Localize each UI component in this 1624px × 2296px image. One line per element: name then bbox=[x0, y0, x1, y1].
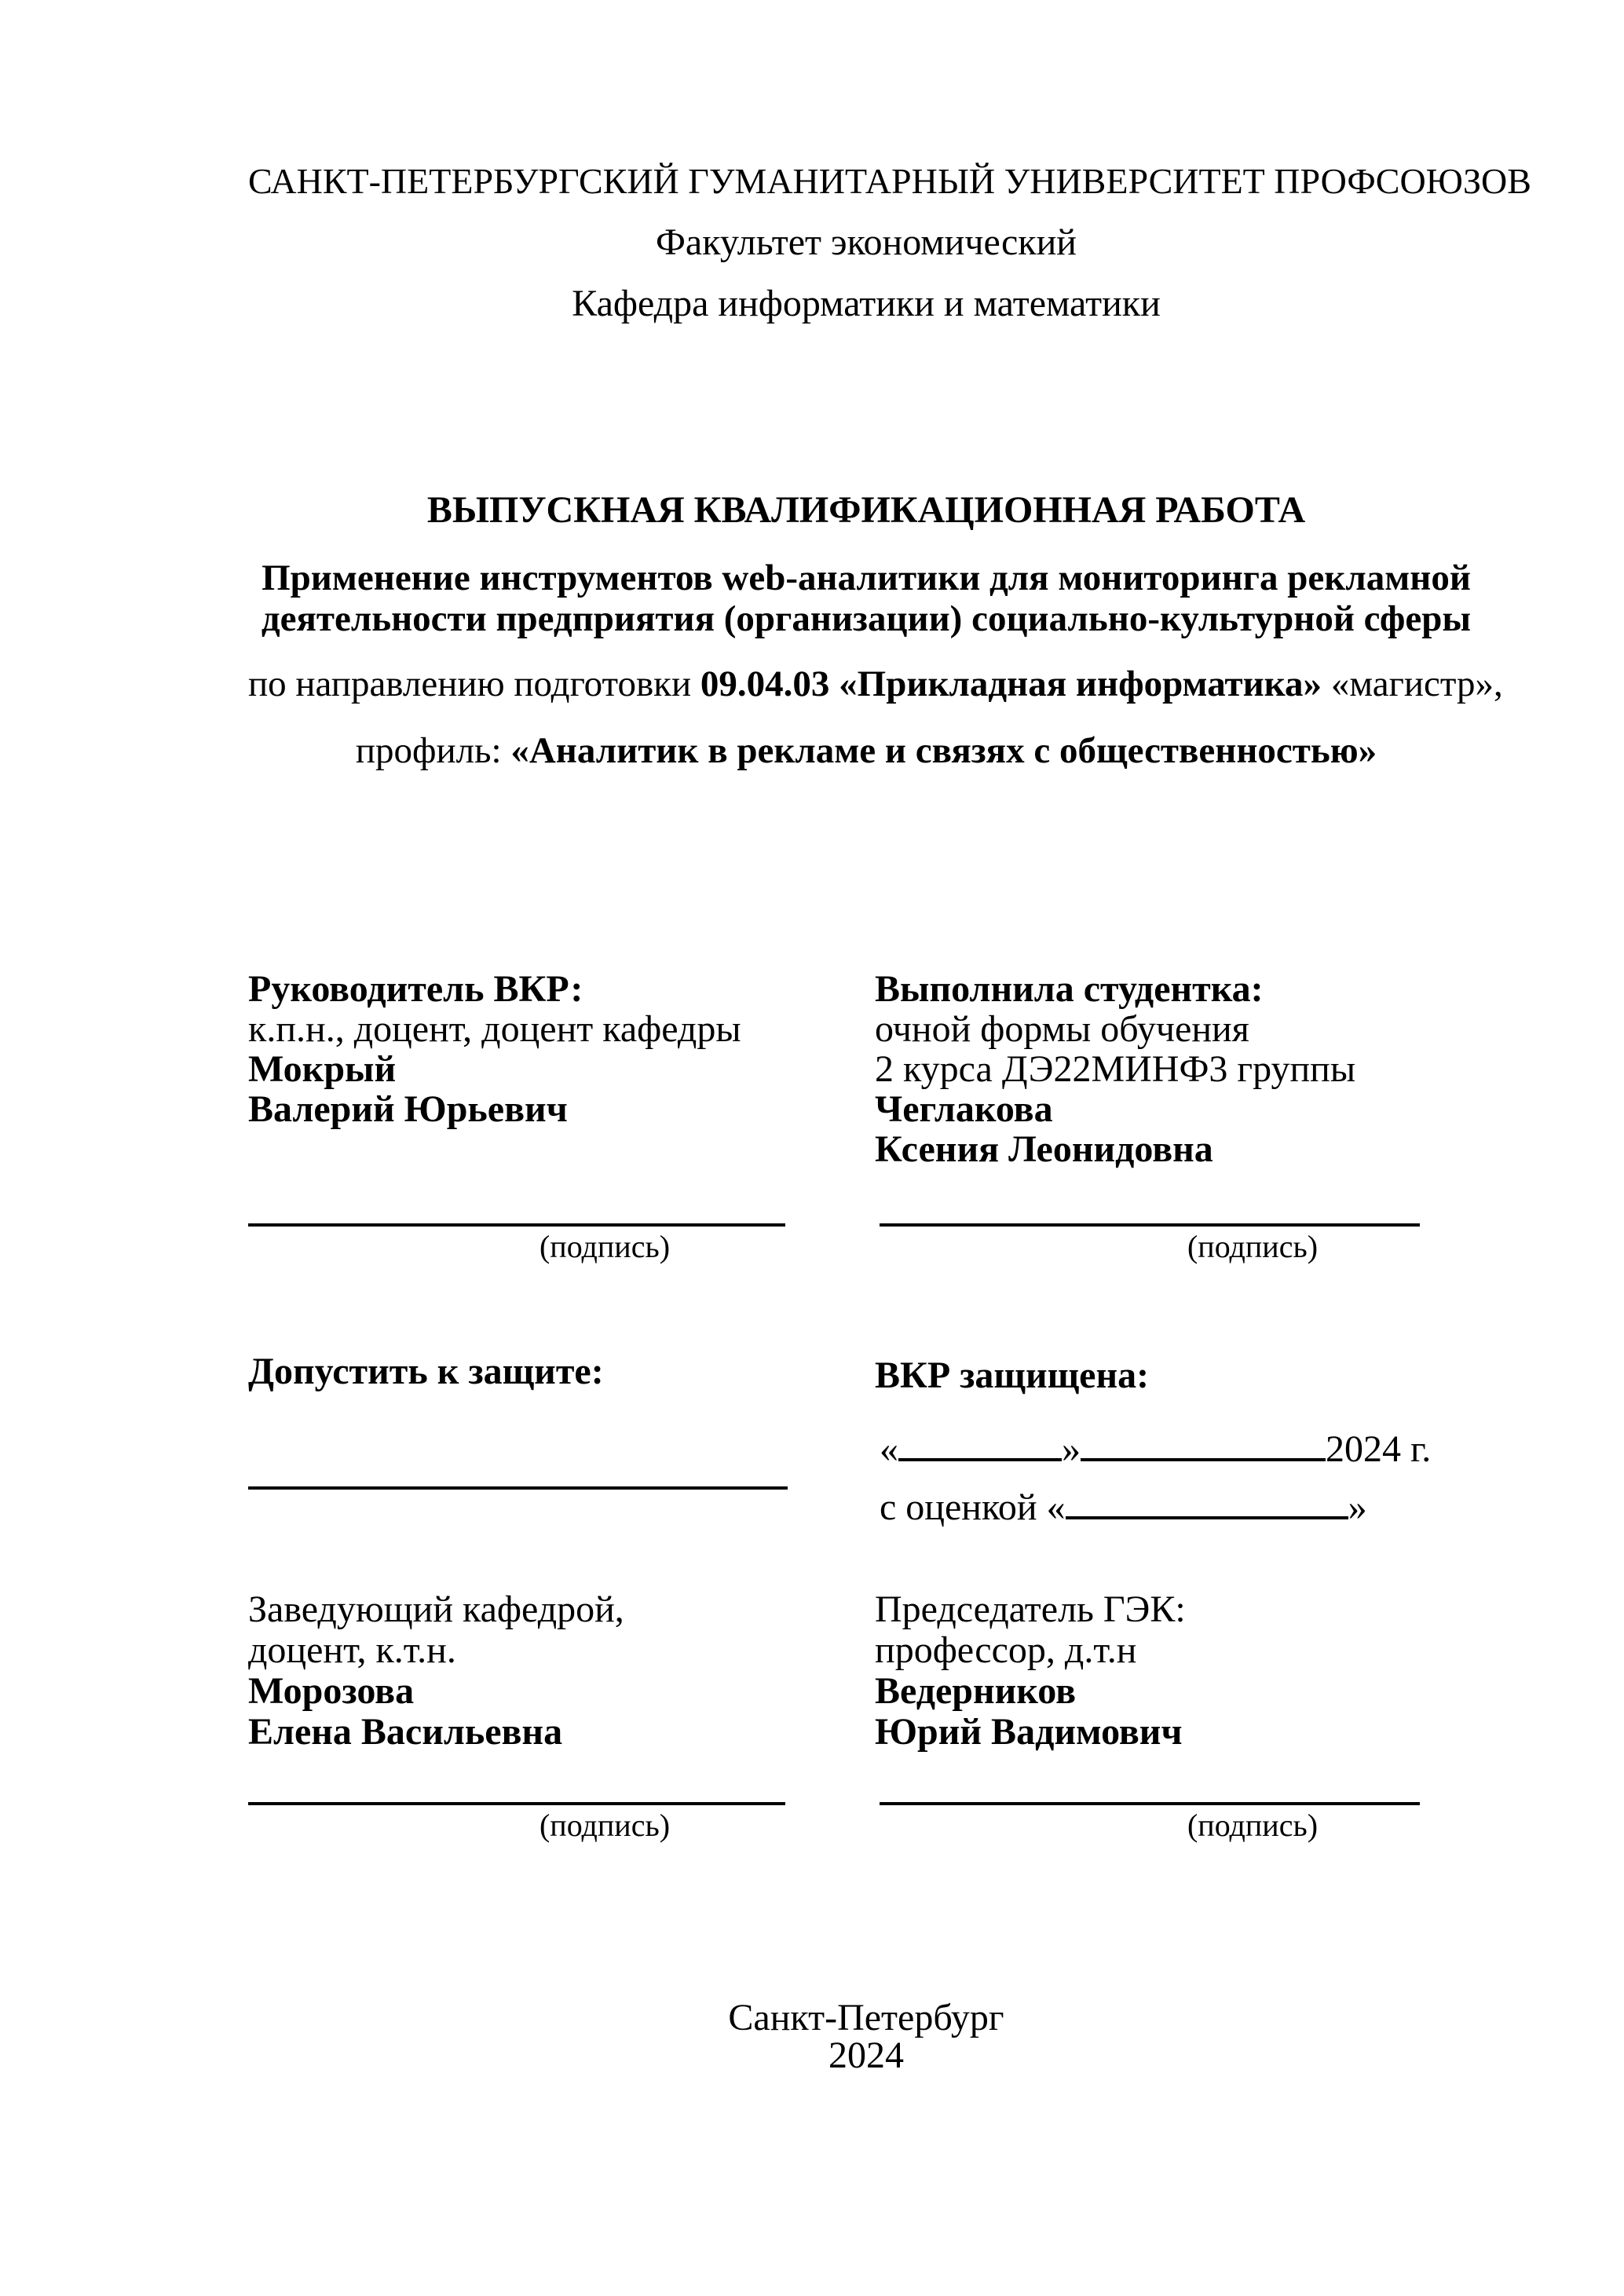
student-name: Ксения Леонидовна bbox=[875, 1128, 1213, 1170]
chair-signature-caption: (подпись) bbox=[1187, 1808, 1319, 1843]
student-study-form: очной формы обучения bbox=[875, 1008, 1249, 1050]
student-block bbox=[875, 969, 1355, 1169]
defense-label: ВКР защищена: bbox=[875, 1355, 1150, 1396]
profile-line bbox=[248, 730, 1484, 771]
supervisor-block bbox=[248, 969, 741, 1129]
direction-code-bold: 09.04.03 «Прикладная информатика» bbox=[700, 664, 1322, 704]
university-name: САНКТ-ПЕТЕРБУРГСКИЙ ГУМАНИТАРНЫЙ УНИВЕРСИТЕТ ПРОФСОЮЗОВ bbox=[248, 161, 1531, 201]
footer-year: 2024 bbox=[828, 2035, 904, 2076]
date-year: 2024 г. bbox=[1326, 1428, 1432, 1470]
head-position-line-2: доцент, к.т.н. bbox=[248, 1629, 456, 1671]
student-signature-line bbox=[880, 1223, 1420, 1227]
direction-suffix: «магистр», bbox=[1322, 664, 1503, 704]
chair-label: Председатель ГЭК: bbox=[875, 1589, 1186, 1630]
admission-blank-line bbox=[248, 1486, 788, 1490]
supervisor-position: к.п.н., доцент, доцент кафедры bbox=[248, 1008, 741, 1050]
chair-name: Юрий Вадимович bbox=[875, 1711, 1183, 1753]
chair-signature-line bbox=[880, 1802, 1420, 1805]
chair-position: профессор, д.т.н bbox=[875, 1629, 1137, 1671]
grade-open-quote: « bbox=[1046, 1486, 1066, 1528]
supervisor-signature-line bbox=[248, 1223, 785, 1227]
student-signature-caption: (подпись) bbox=[1187, 1229, 1319, 1264]
direction-prefix: по направлению подготовки bbox=[248, 664, 700, 704]
head-name: Елена Васильевна bbox=[248, 1711, 563, 1753]
faculty-name: Факультет экономический bbox=[656, 221, 1077, 263]
head-signature-line bbox=[248, 1802, 785, 1805]
date-open-quote: « bbox=[880, 1428, 898, 1470]
student-surname: Чеглакова bbox=[875, 1088, 1053, 1130]
department-name: Кафедра информатики и математики bbox=[572, 283, 1161, 324]
date-month-blank bbox=[1081, 1455, 1326, 1461]
grade-blank bbox=[1066, 1513, 1348, 1519]
head-signature-caption: (подпись) bbox=[539, 1808, 671, 1843]
head-of-department-block bbox=[248, 1589, 624, 1753]
admission-label: Допустить к защите: bbox=[248, 1351, 604, 1392]
grade-prefix: с оценкой bbox=[880, 1486, 1047, 1528]
thesis-title-line-2: деятельности предприятия (организации) социально-культурной сферы bbox=[261, 598, 1472, 639]
head-position-line-1: Заведующий кафедрой, bbox=[248, 1589, 624, 1630]
work-type-heading: ВЫПУСКНАЯ КВАЛИФИКАЦИОННАЯ РАБОТА bbox=[426, 489, 1306, 531]
grade-line bbox=[880, 1486, 1367, 1528]
date-day-blank bbox=[898, 1455, 1062, 1461]
supervisor-name: Валерий Юрьевич bbox=[248, 1088, 568, 1130]
footer-city: Санкт-Петербург bbox=[728, 1997, 1004, 2038]
chair-surname: Ведерников bbox=[875, 1670, 1077, 1712]
student-label: Выполнила студентка: bbox=[875, 968, 1264, 1010]
defense-date-line bbox=[880, 1428, 1432, 1470]
supervisor-label: Руководитель ВКР: bbox=[248, 968, 583, 1010]
thesis-title-line-1: Применение инструментов web-аналитики для мониторинга рекламной bbox=[262, 558, 1471, 598]
profile-bold: «Аналитик в рекламе и связях с общественностью» bbox=[510, 730, 1377, 771]
committee-chair-block bbox=[875, 1589, 1186, 1753]
profile-prefix: профиль: bbox=[355, 730, 511, 771]
supervisor-surname: Мокрый bbox=[248, 1048, 397, 1090]
student-group: 2 курса ДЭ22МИНФ3 группы bbox=[875, 1048, 1356, 1090]
supervisor-signature-caption: (подпись) bbox=[539, 1229, 671, 1264]
grade-close-quote: » bbox=[1348, 1486, 1367, 1528]
degree-direction-line bbox=[248, 664, 1503, 704]
date-close-quote: » bbox=[1062, 1428, 1081, 1470]
head-surname: Морозова bbox=[248, 1670, 415, 1712]
